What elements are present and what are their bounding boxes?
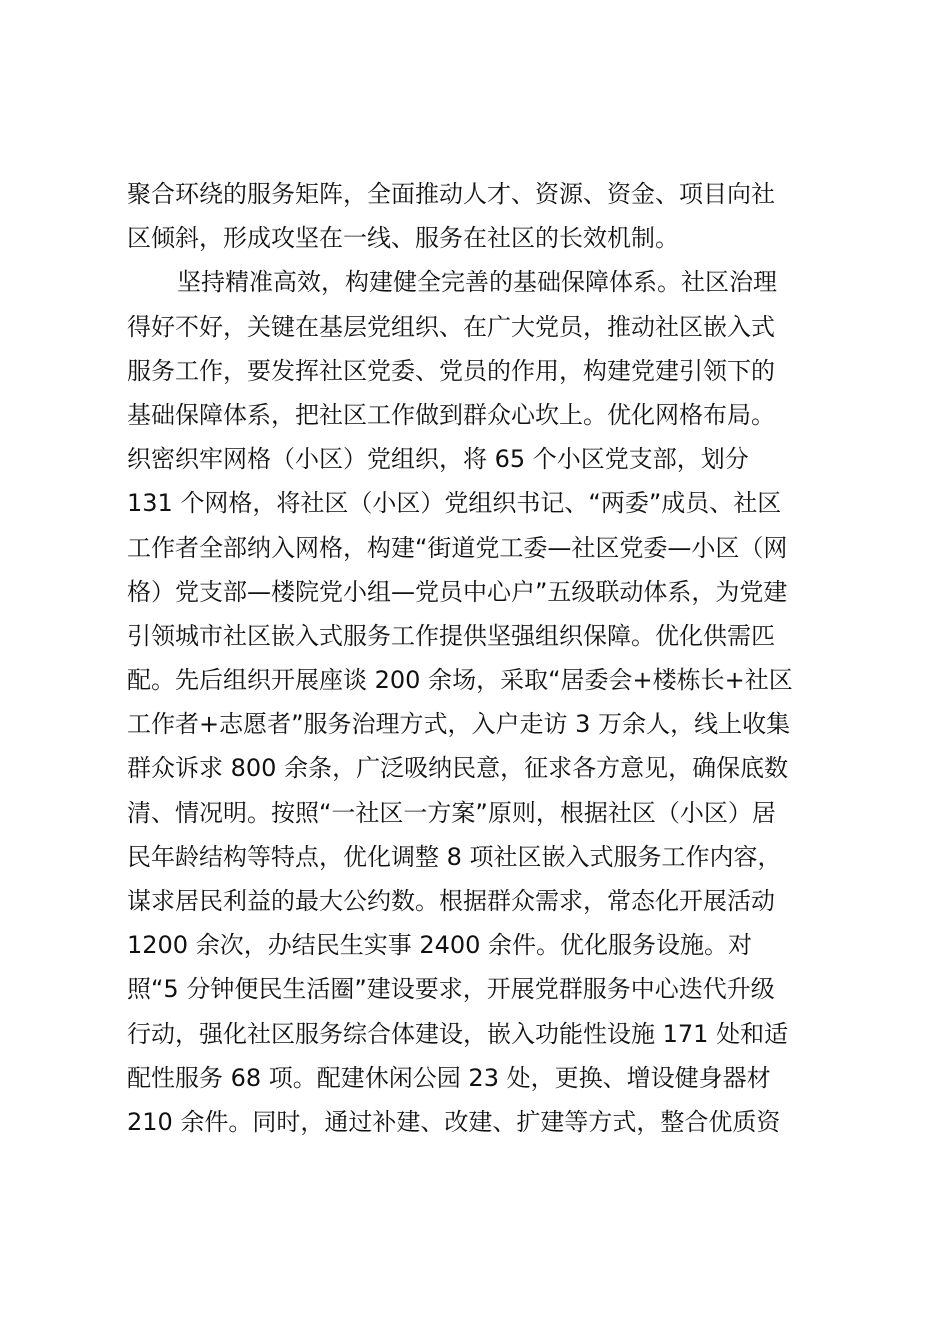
text-line: 谋求居民利益的最大公约数。根据群众需求，常态化开展活动 (127, 887, 775, 915)
text-line: 服务工作，要发挥社区党委、党员的作用，构建党建引领下的 (127, 356, 775, 385)
text-line: 配。先后组织开展座谈 200 余场，采取“居委会+楼栋长+社区 (127, 666, 793, 695)
text-line: 聚合环绕的服务矩阵，全面推动人才、资源、资金、项目向社 (127, 180, 775, 208)
text-line: 工作者+志愿者”服务治理方式，入户走访 3 万余人，线上收集 (127, 710, 791, 739)
text-line: 基础保障体系，把社区工作做到群众心坎上。优化网格布局。 (127, 400, 775, 429)
text-line: 清、情况明。按照“一社区一方案”原则，根据社区（小区）居 (127, 798, 776, 827)
text-line: 照“5 分钟便民生活圈”建设要求，开展党群服务中心迭代升级 (127, 975, 775, 1004)
text-line: 配性服务 68 项。配建休闲公园 23 处，更换、增设健身器材 (127, 1063, 771, 1092)
text-line: 民年龄结构等特点，优化调整 8 项社区嵌入式服务工作内容， (127, 842, 782, 871)
text-line: 行动，强化社区服务综合体建设，嵌入功能性设施 171 处和适 (127, 1019, 789, 1048)
text-line: 工作者全部纳入网格，构建“街道党工委—社区党委—小区（网 (127, 533, 788, 562)
text-line: 得好不好，关键在基层党组织、在广大党员，推动社区嵌入式 (127, 312, 775, 341)
paragraph-first-line: 坚持精准高效，构建健全完善的基础保障体系。社区治理 (177, 268, 777, 297)
body-text (127, 172, 837, 1144)
text-line: 格）党支部—楼院党小组—党员中心户”五级联动体系，为党建 (127, 577, 788, 606)
text-line: 1200 余次，办结民生实事 2400 余件。优化服务设施。对 (127, 931, 753, 960)
text-line: 织密织牢网格（小区）党组织，将 65 个小区党支部，划分 (127, 445, 749, 474)
text-line: 131 个网格，将社区（小区）党组织书记、“两委”成员、社区 (127, 489, 782, 518)
text-line: 引领城市社区嵌入式服务工作提供坚强组织保障。优化供需匹 (127, 621, 775, 650)
text-line: 210 余件。同时，通过补建、改建、扩建等方式，整合优质资 (127, 1107, 781, 1136)
text-line: 区倾斜，形成攻坚在一线、服务在社区的长效机制。 (127, 224, 679, 253)
text-line: 群众诉求 800 余条，广泛吸纳民意，征求各方意见，确保底数 (127, 754, 789, 783)
